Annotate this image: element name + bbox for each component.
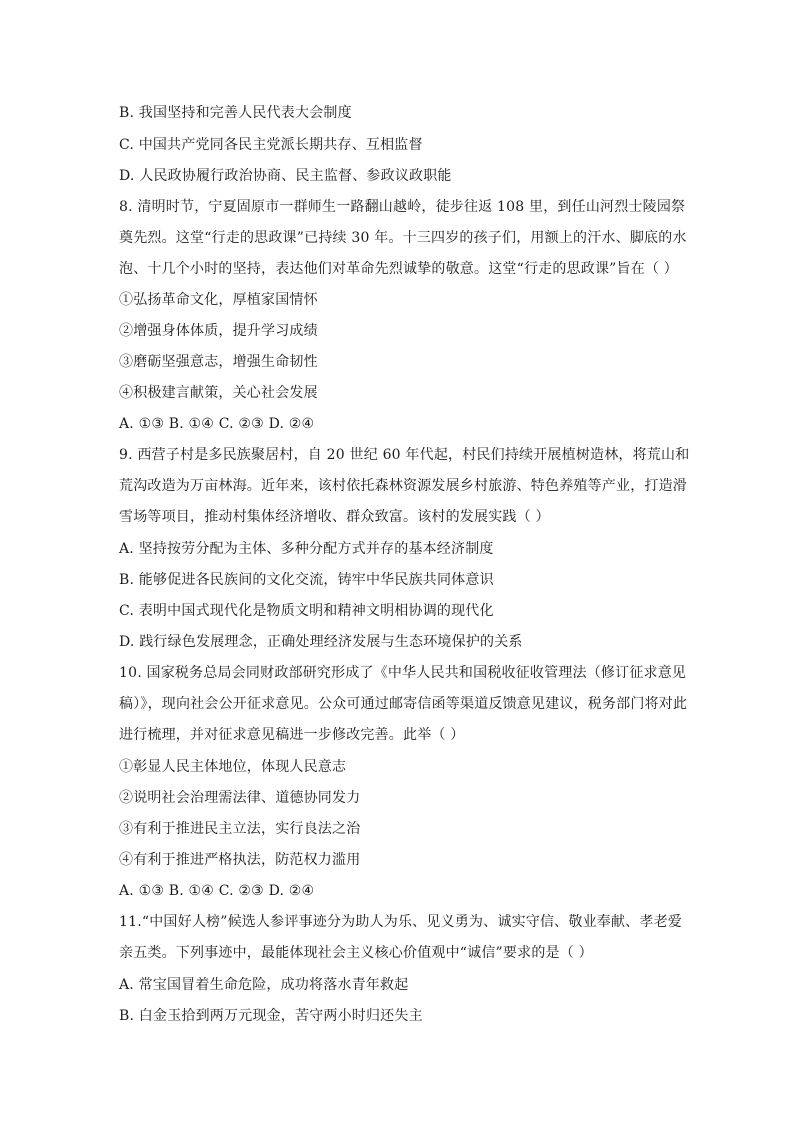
q10-stem-line-1: 10. 国家税务总局会同财政部研究形成了《中华人民共和国税收征收管理法（修订征求意见: [119, 665, 687, 681]
q8-stem-line-2: 奠先烈。这堂“行走的思政课”已持续 30 年。十三四岁的孩子们，用额上的汗水、脚底的水: [119, 230, 687, 246]
q8-statement-4: ④积极建言献策，关心社会发展: [119, 385, 318, 401]
q9-option-d: D. 践行绿色发展理念，正确处理经济发展与生态环境保护的关系: [119, 634, 523, 650]
q8-stem-line-3: 泡、十几个小时的坚持，表达他们对革命先烈诚挚的敬意。这堂“行走的思政课”旨在（ ）: [119, 261, 678, 277]
q8-choices: A. ①③ B. ①④ C. ②③ D. ②④: [119, 416, 315, 432]
q10-statement-4: ④有利于推进严格执法，防范权力滥用: [119, 852, 361, 868]
q10-statement-2: ②说明社会治理需法律、道德协同发力: [119, 790, 361, 806]
q9-stem-line-3: 雪场等项目，推动村集体经济增收、群众致富。该村的发展实践（ ）: [119, 509, 550, 525]
q11-option-b: B. 白金玉拾到两万元现金，苦守两小时归还失主: [119, 1008, 423, 1024]
q10-choices: A. ①③ B. ①④ C. ②③ D. ②④: [119, 883, 315, 899]
q11-option-a: A. 常宝国冒着生命危险，成功将落水青年救起: [119, 977, 409, 993]
q9-stem-line-1: 9. 西营子村是多民族聚居村，自 20 世纪 60 年代起，村民们持续开展植树造林，将荒山和: [119, 447, 690, 463]
q9-option-c: C. 表明中国式现代化是物质文明和精神文明相协调的现代化: [119, 603, 494, 619]
q11-stem-line-1: 11.“中国好人榜”候选人参评事迹分为助人为乐、见义勇为、诚实守信、敬业奉献、孝老爱: [119, 914, 682, 930]
q9-stem-line-2: 荒沟改造为万亩林海。近年来，该村依托森林资源发展乡村旅游、特色养殖等产业，打造滑: [119, 478, 687, 494]
q10-stem-line-2: 稿）》，现向社会公开征求意见。公众可通过邮寄信函等渠道反馈意见建议，税务部门将对此: [119, 696, 688, 712]
q8-statement-1: ①弘扬革命文化，厚植家国情怀: [119, 292, 318, 308]
q9-option-a: A. 坚持按劳分配为主体、多种分配方式并存的基本经济制度: [119, 541, 494, 557]
q7-option-b: B. 我国坚持和完善人民代表大会制度: [119, 105, 352, 121]
q9-option-b: B. 能够促进各民族间的文化交流，铸牢中华民族共同体意识: [119, 572, 494, 588]
q8-statement-3: ③磨砺坚强意志，增强生命韧性: [119, 354, 318, 370]
q7-option-c: C. 中国共产党同各民主党派长期共存、互相监督: [119, 137, 423, 153]
q11-stem-line-2: 亲五类。下列事迹中，最能体现社会主义核心价值观中“诚信”要求的是（ ）: [119, 945, 593, 961]
q8-stem-line-1: 8. 清明时节，宁夏固原市一群师生一路翻山越岭，徒步往返 108 里，到任山河烈士陵园祭: [119, 199, 686, 215]
q10-statement-3: ③有利于推进民主立法，实行良法之治: [119, 821, 361, 837]
q7-option-d: D. 人民政协履行政治协商、民主监督、参政议政职能: [119, 168, 452, 184]
q10-statement-1: ①彰显人民主体地位，体现人民意志: [119, 759, 347, 775]
q10-stem-line-3: 进行梳理，并对征求意见稿进一步修改完善。此举（ ）: [119, 727, 465, 743]
q8-statement-2: ②增强身体体质，提升学习成绩: [119, 323, 318, 339]
